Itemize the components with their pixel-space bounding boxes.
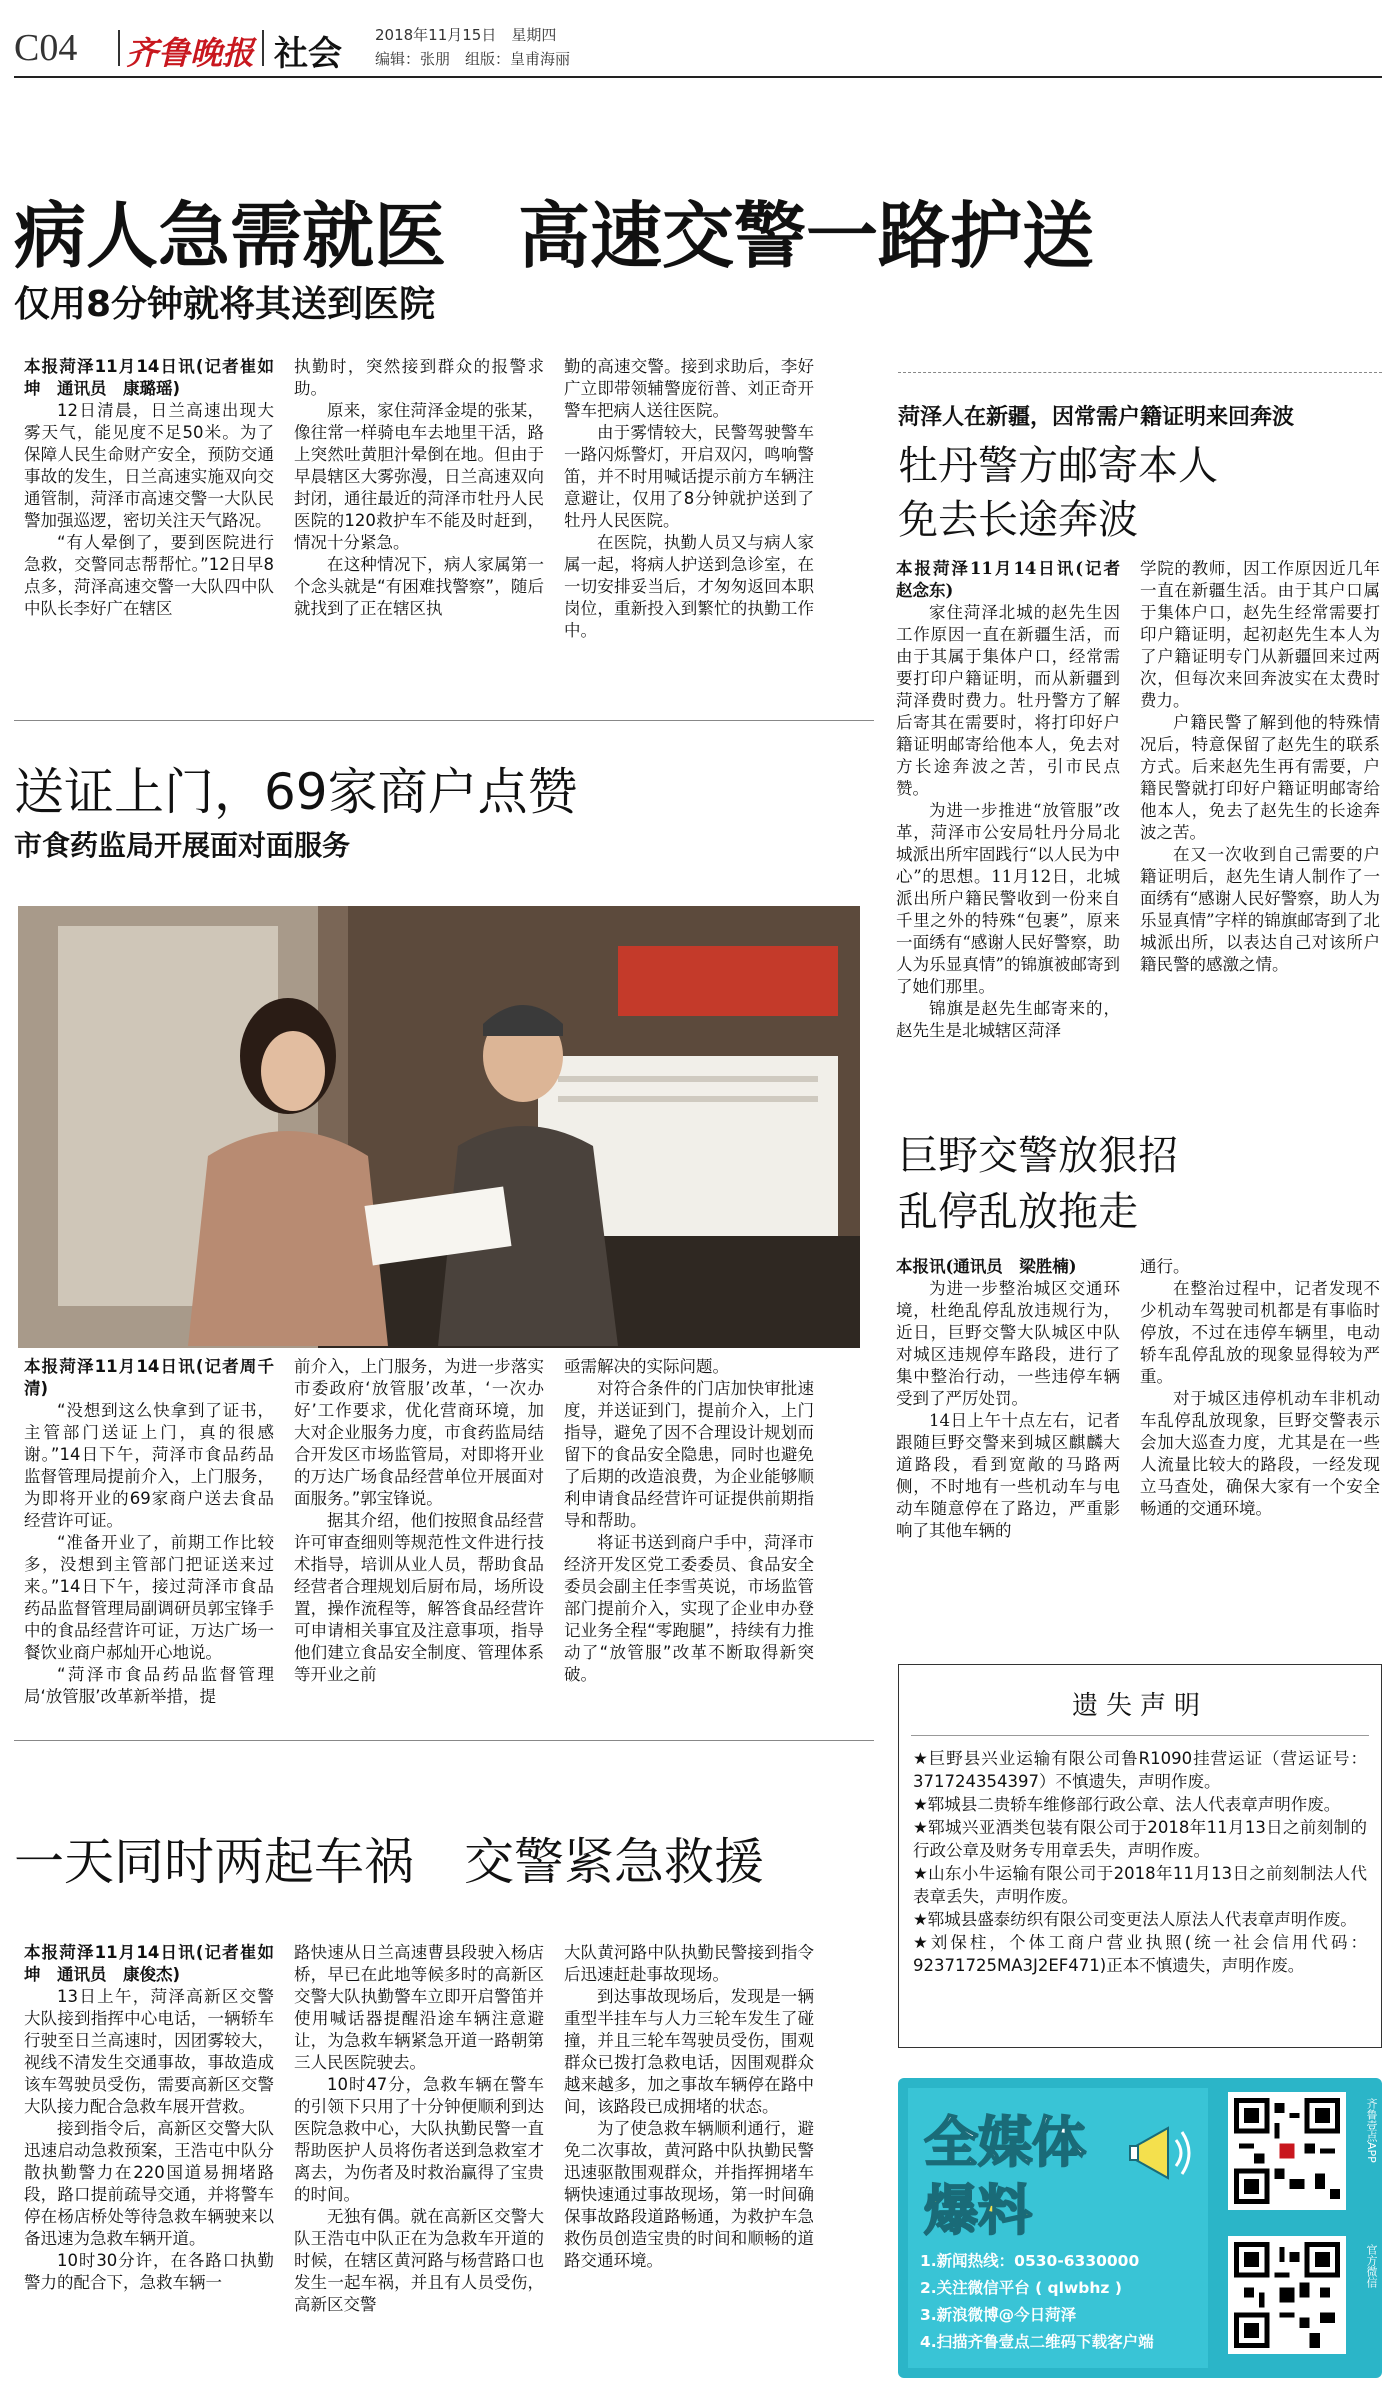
article-lead: 本报菏泽11月14日讯(记者崔如坤 通讯员 康璐瑶) (24, 357, 274, 398)
article-column (564, 1356, 814, 1726)
notice-list (913, 1747, 1367, 1977)
ad-line: 1.新闻热线：0530-6330000 (920, 2252, 1140, 2270)
subheadline: 仅用8分钟就将其送到医院 (14, 284, 436, 325)
ad-line: 4.扫描齐鲁壹点二维码下载客户端 (920, 2333, 1154, 2351)
ad-line: 2.关注微信平台 ( qlwbhz ) (920, 2279, 1122, 2297)
paragraph: 将证书送到商户手中，菏泽市经济开发区党工委委员、食品安全委员会副主任李雪英说，市场监管部门提前介入，实现了企业申办登记业务全程“零跑腿”，持续有力推动了“放管服”改革不断取得新突破。 (564, 1533, 814, 1684)
notice-item: ★巨野县兴业运输有限公司鲁R1090挂营运证（营运证号：371724354397）不慎遗失，声明作废。 (913, 1749, 1367, 1791)
qr-code-wechat[interactable] (1228, 2236, 1346, 2354)
megaphone-icon (1128, 2118, 1198, 2192)
paragraph: 在又一次收到自己需要的户籍证明后，赵先生请人制作了一面绣有“感谢人民好警察，助人为乐显真情”字样的锦旗邮寄到了北城派出所，以表达自己对该所户籍民警的感激之情。 (1140, 845, 1380, 974)
paragraph: 勤的高速交警。接到求助后，李好广立即带领辅警庞衍普、刘正奇开警车把病人送往医院。 (564, 357, 814, 420)
notice-item: ★郓城兴亚酒类包装有限公司于2018年11月13日之前刻制的行政公章及财务专用章丢失，声明作废。 (913, 1818, 1367, 1860)
lost-notice-box (898, 1664, 1382, 2048)
paragraph: 家住菏泽北城的赵先生因工作原因一直在新疆生活，而由于其属于集体户口，经常需要打印户籍证明，而从新疆到菏泽费时费力。牡丹警方了解后寄其在需要时，将打印好户籍证明邮寄给他本人，免去对方长途奔波之苦，引市民点赞。 (896, 603, 1120, 798)
paragraph: “没想到这么快拿到了证书，主管部门送证上门，真的很感谢。”14日下午，菏泽市食品药品监督管理局提前介入，上门服务，为即将开业的69家商户送去食品经营许可证。 (24, 1401, 274, 1530)
article-column (24, 1942, 274, 2362)
kicker: 菏泽人在新疆，因常需户籍证明来回奔波 (898, 405, 1295, 430)
paragraph: 据其介绍，他们按照食品经营许可审查细则等规范性文件进行技术指导，培训从业人员，帮助食品经营者合理规划后厨布局，场所设置，操作流程等，解答食品经营许可申请相关事宜及注意事项，指导他们建立食品安全制度、管理体系等开业之前 (294, 1511, 544, 1684)
editors: 编辑：张朋 组版：皇甫海丽 (375, 50, 571, 68)
ad-title-line-1: 全媒体 (924, 2111, 1086, 2174)
headline-line-2: 免去长途奔波 (898, 497, 1138, 543)
article-lead: 本报菏泽11月14日讯(记者崔如坤 通讯员 康俊杰) (24, 1943, 274, 1984)
notice-title-rule (911, 1735, 1369, 1736)
headline-line-2: 乱停乱放拖走 (898, 1189, 1138, 1235)
headline-line-1: 牡丹警方邮寄本人 (898, 443, 1218, 489)
qr-code-icon (1234, 2098, 1340, 2204)
paragraph: “有人晕倒了，要到医院进行急救，交警同志帮帮忙。”12日早8点多，菏泽高速交警一大队四中队中队长李好广在辖区 (24, 533, 274, 618)
article-lead: 本报讯(通讯员 梁胜楠) (896, 1257, 1077, 1276)
section-name: 社会 (274, 34, 342, 74)
article-lead: 本报菏泽11月14日讯(记者周千清) (24, 1357, 274, 1398)
page-number: C04 (14, 27, 78, 69)
article-column (1140, 558, 1380, 1100)
paragraph: 学院的教师，因工作原因近几年一直在新疆生活。由于其户口属于集体户口，赵先生经常需要打印户籍证明，起初赵先生本人为了户籍证明专门从新疆回来过两次，但每次来回奔波实在太费时费力。 (1140, 559, 1380, 710)
article-column (564, 356, 814, 706)
article-column (294, 1942, 544, 2362)
notice-item: ★郓城县盛泰纺织有限公司变更法人原法人代表章声明作废。 (913, 1910, 1357, 1929)
notice-title: 遗失声明 (1071, 1691, 1208, 1721)
paragraph: 为进一步整治城区交通环境，杜绝乱停乱放违规行为，近日，巨野交警大队城区中队对城区违规停车路段，进行了集中整治行动，一些违停车辆受到了严厉处罚。 (896, 1279, 1120, 1408)
paragraph: 户籍民警了解到他的特殊情况后，特意保留了赵先生的联系方式。后来赵先生再有需要，户籍民警就打印好户籍证明邮寄给他本人，免去了赵先生的长途奔波之苦。 (1140, 713, 1380, 842)
paper-logo: 齐鲁晚报 (126, 34, 255, 72)
paragraph: 执勤时，突然接到群众的报警求助。 (294, 357, 544, 398)
paragraph: 亟需解决的实际问题。 (564, 1357, 729, 1376)
paragraph: 14日上午十点左右，记者跟随巨野交警来到城区麒麟大道路段，看到宽敞的马路两侧，不时地有一些机动车与电动车随意停在了路边，严重影响了其他车辆的 (896, 1411, 1120, 1540)
paragraph: 通行。 (1140, 1257, 1190, 1276)
paragraph: 无独有偶。就在高新区交警大队王浩屯中队正在为急救车开道的时候，在辖区黄河路与杨营路口也发生一起车祸，并且有人员受伤，高新区交警 (294, 2207, 544, 2314)
photo-illustration (18, 906, 860, 1348)
qr-caption: 齐鲁壹点APP (1365, 2098, 1378, 2163)
paragraph: 13日上午，菏泽高新区交警大队接到指挥中心电话，一辆轿车行驶至日兰高速时，因团雾较大，视线不清发生交通事故，事故造成该车驾驶员受伤，需要高新区交警大队接力配合急救车展开营救。 (24, 1987, 274, 2116)
paragraph: 接到指令后，高新区交警大队迅速启动急救预案，王浩屯中队分散执勤警力在220国道易拥堵路段，路口提前疏导交通，并将警车停在杨店桥处等待急救车辆驶来以备迅速为急救车辆开道。 (24, 2119, 274, 2248)
paragraph: 对于城区违停机动车非机动车乱停乱放现象，巨野交警表示会加大巡查力度，尤其是在一些人流量比较大的路段，一经发现立马查处，确保大家有一个安全畅通的交通环境。 (1140, 1389, 1380, 1518)
headline-line-1: 巨野交警放狠招 (898, 1133, 1178, 1179)
paragraph: 大队黄河路中队执勤民警接到指令后迅速赶赴事故现场。 (564, 1943, 814, 1984)
qr-caption: 官方微信 (1365, 2244, 1378, 2288)
paragraph: 在医院，执勤人员又与病人家属一起，将病人护送到急诊室，在一切安排妥当后，才匆匆返回本职岗位，重新投入到繁忙的执勤工作中。 (564, 533, 814, 640)
ad-line: 3.新浪微博@今日菏泽 (920, 2306, 1077, 2324)
section-rule (14, 1740, 874, 1741)
paragraph: 在整治过程中，记者发现不少机动车驾驶司机都是有事临时停放，不过在违停车辆里，电动轿车乱停乱放的现象显得较为严重。 (1140, 1279, 1380, 1386)
article-column (24, 356, 274, 706)
paragraph: 路快速从日兰高速曹县段驶入杨店桥，早已在此地等候多时的高新区交警大队执勤警车立即开启警笛并使用喊话器提醒沿途车辆注意避让，为急救车辆紧急开道一路朝第三人民医院驶去。 (294, 1943, 544, 2072)
headline: 病人急需就医 高速交警一路护送 (14, 194, 1095, 278)
paragraph: 锦旗是赵先生邮寄来的，赵先生是北城辖区菏泽 (896, 999, 1120, 1040)
paragraph: 12日清晨，日兰高速出现大雾天气，能见度不足50米。为了保障人民生命财产安全，预防交通事故的发生，日兰高速实施双向交通管制，菏泽市高速交警一大队民警加强巡逻，密切关注天气路况。 (24, 401, 274, 530)
paragraph: 为进一步推进“放管服”改革，菏泽市公安局牡丹分局北城派出所牢固践行“以人民为中心”的思想。11月12日，北城派出所户籍民警收到一份来自千里之外的特殊“包裹”，原来一面绣有“感谢人民好警察，助人为乐显真情”的锦旗被邮寄到了她们那里。 (896, 801, 1120, 996)
article-column (564, 1942, 814, 2362)
paragraph: 对符合条件的门店加快审批速度，并送证到门，提前介入，上门指导，避免了因不合理设计规划而留下的食品安全隐患，同时也避免了后期的改造浪费，为企业能够顺利申请食品经营许可证提供前期指导和帮助。 (564, 1379, 814, 1530)
paragraph: 为了使急救车辆顺利通行，避免二次事故，黄河路中队执勤民警迅速驱散围观群众，并指挥拥堵车辆快速通过事故现场，第一时间确保事故路段道路畅通，为救护车急救伤员创造宝贵的时间和顺畅的道路交通环境。 (564, 2119, 814, 2270)
headline: 一天同时两起车祸 交警紧急救援 (14, 1833, 764, 1891)
paragraph: 前介入，上门服务，为进一步落实市委政府‘放管服’改革，‘一次办好’工作要求，优化营商环境，加大对企业服务力度，市食药监局结合开发区市场监管局，对即将开业的万达广场食品经营单位开展面对面服务。”郭宝锋说。 (294, 1357, 544, 1508)
ad-title-line-2: 爆料 (924, 2179, 1032, 2242)
notice-item: ★郓城县二贵轿车维修部行政公章、法人代表章声明作废。 (913, 1795, 1341, 1814)
megaphone-graphic (1128, 2118, 1198, 2188)
subheadline: 市食药监局开展面对面服务 (14, 829, 351, 862)
paragraph: 在这种情况下，病人家属第一个念头就是“有困难找警察”，随后就找到了正在辖区执 (294, 555, 544, 618)
paragraph: “菏泽市食品药品监督管理局‘放管服’改革新举措，提 (24, 1665, 274, 1706)
qr-code-icon (1234, 2242, 1340, 2348)
news-photo (18, 906, 860, 1348)
paragraph: 原来，家住菏泽金堤的张某，像往常一样骑电车去地里干活，路上突然吐黄胆汁晕倒在地。但由于早晨辖区大雾弥漫，日兰高速双向封闭，通往最近的菏泽市牡丹人民医院的120救护车不能及时赶到，情况十分紧急。 (294, 401, 544, 552)
ad-contact-list (920, 2248, 1210, 2356)
article-column (896, 1256, 1120, 1646)
section-divider (898, 372, 1382, 373)
paragraph: 10时30分许，在各路口执勤警力的配合下，急救车辆一 (24, 2251, 274, 2292)
article-lead: 本报菏泽11月14日讯(记者 赵念东) (896, 559, 1137, 600)
article-column (24, 1356, 274, 1726)
media-tipoff-ad (898, 2078, 1382, 2378)
article-column (1140, 1256, 1380, 1646)
article-column (896, 558, 1137, 1100)
qr-code-app[interactable] (1228, 2092, 1346, 2210)
article-column (294, 356, 544, 706)
issue-date: 2018年11月15日 星期四 (375, 26, 557, 44)
masthead-rule (14, 76, 1382, 78)
article-column (294, 1356, 544, 1726)
section-rule (14, 720, 874, 721)
paragraph: “准备开业了，前期工作比较多，没想到主管部门把证送来过来。”14日下午，接过菏泽市食品药品监督管理局副调研员郭宝锋手中的食品经营许可证，万达广场一餐饮业商户郝灿开心地说。 (24, 1533, 274, 1662)
notice-item: ★刘保柱，个体工商户营业执照(统一社会信用代码：92371725MA3J2EF471)正本不慎遗失，声明作废。 (913, 1933, 1367, 1975)
masthead-divider (118, 30, 120, 66)
notice-item: ★山东小牛运输有限公司于2018年11月13日之前刻制法人代表章丢失，声明作废。 (913, 1864, 1367, 1906)
masthead-divider (262, 30, 264, 66)
paragraph: 到达事故现场后，发现是一辆重型半挂车与人力三轮车发生了碰撞，并且三轮车驾驶员受伤，围观群众已拨打急救电话，因围观群众越来越多，加之事故车辆停在路中间，该路段已成拥堵的状态。 (564, 1987, 814, 2116)
paragraph: 10时47分，急救车辆在警车的引领下只用了十分钟便顺利到达医院急救中心，大队执勤民警一直帮助医护人员将伤者送到急救室才离去，为伤者及时救治赢得了宝贵的时间。 (294, 2075, 544, 2204)
paragraph: 由于雾情较大，民警驾驶警车一路闪烁警灯，开启双闪，鸣响警笛，并不时用喊话提示前方车辆注意避让，仅用了8分钟就护送到了牡丹人民医院。 (564, 423, 814, 530)
headline: 送证上门，69家商户点赞 (14, 763, 578, 821)
